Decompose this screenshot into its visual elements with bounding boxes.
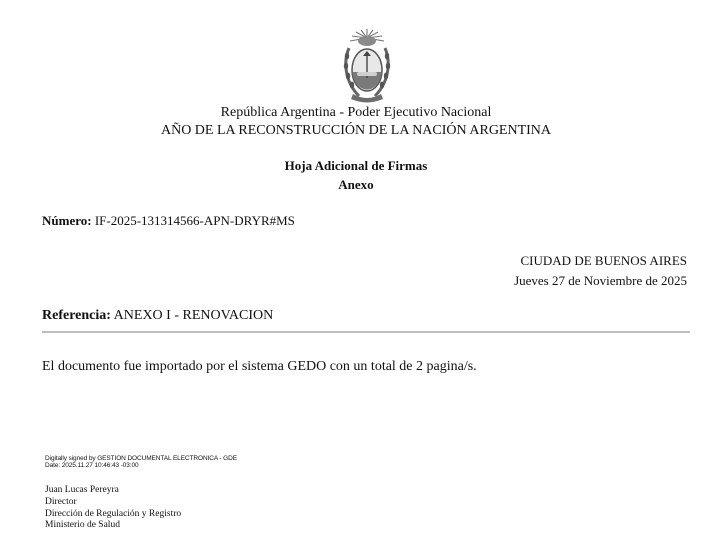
signer-name: Juan Lucas Pereyra [45,485,119,495]
document-number-value: IF-2025-131314566-APN-DRYR#MS [94,213,295,228]
document-number [42,213,295,229]
header-line-2: AÑO DE LA RECONSTRUCCIÓN DE LA NACIÓN ARGENTINA [160,123,552,138]
city-name: CIUDAD DE BUENOS AIRES [520,253,687,268]
signer-role: Director [45,497,77,507]
signer-ministry: Ministerio de Salud [45,520,120,530]
document-title: Hoja Adicional de Firmas [284,158,428,173]
reference [42,308,273,324]
horizontal-divider [42,331,690,333]
body-text: El documento fue importado por el sistema GEDO con un total de 2 pagina/s. [42,359,477,374]
reference-label: Referencia: [42,308,111,323]
document-number-label: Número: [42,213,92,228]
digital-signature-date: Date: 2025.11.27 10:46:43 -03:00 [45,462,139,469]
digital-signature-line: Digitally signed by GESTION DOCUMENTAL ELECTRONICA - GDE [45,455,237,462]
document-date: Jueves 27 de Noviembre de 2025 [514,273,687,288]
document-subtitle: Anexo [338,177,374,192]
reference-value: ANEXO I - RENOVACION [113,308,274,323]
signer-office: Dirección de Regulación y Registro [45,509,182,519]
header-line-1: República Argentina - Poder Ejecutivo Nacional [220,105,492,120]
coat-of-arms-icon [339,26,395,106]
